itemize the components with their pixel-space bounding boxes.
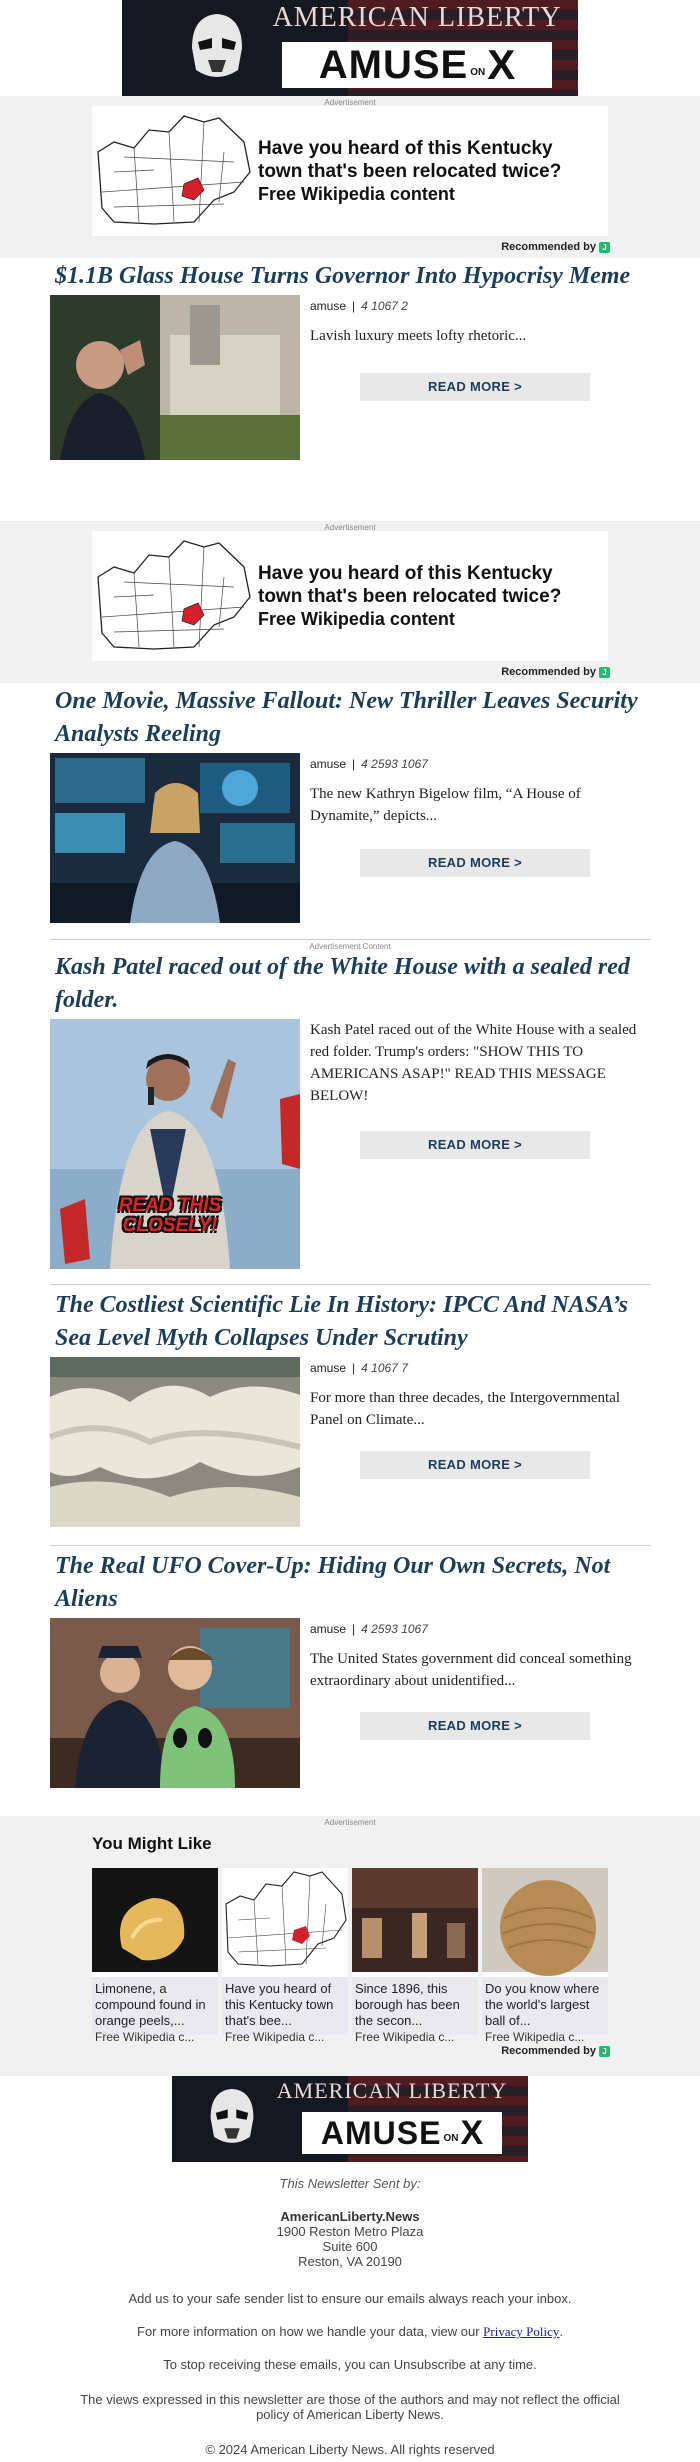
brand-main-text: AMUSE <box>320 2114 442 2151</box>
article-description: Lavish luxury meets lofty rhetoric... <box>310 328 527 344</box>
ad-block-2 <box>0 521 700 683</box>
article-meta: amuse | 4 2593 1067 <box>310 757 428 771</box>
stormtrooper-helmet-icon <box>202 2082 262 2154</box>
article-meta: amuse | 4 1067 2 <box>310 299 408 313</box>
ad-line-2: town that's been relocated twice? <box>258 160 562 182</box>
privacy-suffix: . <box>559 2324 563 2339</box>
address-line: Reston, VA 20190 <box>298 2254 402 2269</box>
read-more-button[interactable]: READ MORE > <box>360 1131 590 1159</box>
you-might-like-section <box>0 1816 700 2076</box>
article-stats: 4 1067 2 <box>361 299 408 313</box>
article-side <box>300 1019 650 1269</box>
recommendation-card[interactable] <box>222 1868 348 2044</box>
article-title[interactable]: The Real UFO Cover-Up: Hiding Our Own Secrets, Not Aliens <box>55 1553 611 1612</box>
sponsored-article-card <box>50 942 650 1284</box>
article-image[interactable] <box>50 1618 300 1788</box>
read-more-button[interactable]: READ MORE > <box>360 849 590 877</box>
article-side <box>300 1357 650 1527</box>
brand-x-text: X <box>460 2113 484 2152</box>
article-body <box>50 753 650 923</box>
brand-x-text: X <box>487 41 516 88</box>
read-more-button[interactable]: READ MORE > <box>360 1451 590 1479</box>
article-title[interactable]: Kash Patel raced out of the White House with a sealed red folder. <box>55 954 630 1013</box>
article-side <box>300 295 650 460</box>
article-card <box>50 683 650 939</box>
safe-sender-text: Add us to your safe sender list to ensure our emails always reach your inbox. <box>128 2291 572 2306</box>
recommendation-source: Free Wikipedia c... <box>355 2030 455 2044</box>
org-name: AmericanLiberty.News <box>280 2209 420 2224</box>
ad-line-2: town that's been relocated twice? <box>258 585 562 607</box>
ad-text <box>254 562 561 631</box>
ad-line-1: Have you heard of this Kentucky <box>258 562 553 584</box>
article-description: The new Kathryn Bigelow film, “A House of Dynamite,” depicts... <box>310 786 581 824</box>
brand-top-text: AMERICAN LIBERTY <box>276 2078 508 2103</box>
recommender-logo-icon: J <box>599 667 610 678</box>
article-stats: 4 2593 1067 <box>361 757 428 771</box>
recommendation-source: Free Wikipedia c... <box>95 2030 195 2044</box>
address-line: Suite 600 <box>322 2239 378 2254</box>
recommendation-card[interactable] <box>482 1868 608 2044</box>
recommendation-card[interactable] <box>92 1868 218 2044</box>
privacy-prefix: For more information on how we handle your data, view our <box>137 2324 480 2339</box>
recommender-logo-icon: J <box>599 2046 610 2057</box>
ad-line-3: Free Wikipedia content <box>258 608 455 629</box>
article-card <box>50 258 650 503</box>
footer <box>0 2176 700 2457</box>
ad-label: Advertisement <box>324 523 376 532</box>
recommendation-source: Free Wikipedia c... <box>485 2030 585 2044</box>
ad-line-1: Have you heard of this Kentucky <box>258 137 553 159</box>
article-stats: 4 1067 7 <box>361 1361 408 1375</box>
brand-top-text: AMERICAN LIBERTY <box>272 2 562 33</box>
address-line: 1900 Reston Metro Plaza <box>276 2224 424 2239</box>
article-meta: amuse | 4 1067 7 <box>310 1361 408 1375</box>
ad-card[interactable] <box>92 106 608 236</box>
article-side <box>300 1618 650 1788</box>
ad-line-3: Free Wikipedia content <box>258 183 455 204</box>
recommendation-grid <box>92 1868 608 2044</box>
author-name: amuse <box>310 299 347 313</box>
article-meta: amuse | 4 2593 1067 <box>310 1622 428 1636</box>
ad-card[interactable] <box>92 531 608 661</box>
article-description: Kash Patel raced out of the White House with a sealed red folder. Trump's orders: "SHOW THIS TO AMERICANS ASAP!" READ THIS MESSAGE BELOW! <box>310 1022 637 1104</box>
privacy-text <box>0 2324 700 2339</box>
copyright-text: © 2024 American Liberty News. All rights reserved <box>205 2442 495 2457</box>
article-body <box>50 1618 650 1788</box>
header-banner[interactable] <box>122 0 578 96</box>
kentucky-map-icon <box>94 537 254 655</box>
read-this-closely-overlay <box>90 1196 250 1236</box>
sent-by-label: This Newsletter Sent by: <box>279 2176 421 2191</box>
unsubscribe-text[interactable]: To stop receiving these emails, you can Unsubscribe at any time. <box>163 2357 537 2372</box>
recommendation-text <box>352 1977 478 2044</box>
recommendation-source: Free Wikipedia c... <box>225 2030 325 2044</box>
article-title[interactable]: $1.1B Glass House Turns Governor Into Hypocrisy Meme <box>55 263 631 289</box>
privacy-policy-link[interactable]: Privacy Policy <box>483 2324 560 2339</box>
article-image[interactable] <box>50 1357 300 1527</box>
recommended-by[interactable] <box>0 661 700 681</box>
brand-on-text: ON <box>470 67 486 78</box>
article-stats: 4 2593 1067 <box>361 1622 428 1636</box>
disclaimer-text: The views expressed in this newsletter are those of the authors and may not reflect the official policy of American Liberty News. <box>80 2392 620 2422</box>
divider <box>50 939 650 940</box>
ad-label: Advertisement <box>324 1818 376 1827</box>
recommendation-image <box>352 1868 478 1972</box>
you-might-like-inner <box>92 1826 608 2044</box>
article-card <box>50 1285 650 1545</box>
advertisement-content-label: Advertisement Content <box>309 942 391 951</box>
ad-text <box>254 137 561 206</box>
article-card <box>50 1546 650 1806</box>
recommendation-text <box>222 1977 348 2044</box>
recommended-label: Recommended by <box>501 666 596 678</box>
ad-label: Advertisement <box>324 98 376 107</box>
article-body <box>50 1357 650 1527</box>
recommended-label: Recommended by <box>501 241 596 253</box>
kentucky-map-icon <box>94 112 254 230</box>
you-might-like-title: You Might Like <box>92 1834 212 1853</box>
article-image[interactable] <box>50 753 300 923</box>
author-name: amuse <box>310 757 347 771</box>
overlay-line-1: READ THIS <box>118 1195 222 1216</box>
recommended-label: Recommended by <box>501 2045 596 2057</box>
recommendation-text <box>92 1977 218 2044</box>
recommendation-image <box>482 1868 608 1972</box>
recommendation-headline: Since 1896, this borough has been the secon... <box>355 1981 460 2028</box>
author-name: amuse <box>310 1622 347 1636</box>
read-more-button[interactable]: READ MORE > <box>360 1712 590 1740</box>
stormtrooper-helmet-icon <box>182 8 252 88</box>
recommendation-headline: Limonene, a compound found in orange peels,... <box>95 1981 206 2028</box>
recommendation-image <box>92 1868 218 1972</box>
brand-logo-box <box>302 2112 502 2154</box>
footer-banner[interactable] <box>172 2076 528 2162</box>
ad-block-1 <box>0 96 700 258</box>
recommendation-headline: Do you know where the world's largest ball of... <box>485 1981 600 2028</box>
brand-main-text: AMUSE <box>318 42 469 87</box>
article-body <box>50 295 650 460</box>
recommendation-headline: Have you heard of this Kentucky town that's bee... <box>225 1981 334 2028</box>
brand-logo-box <box>282 42 552 88</box>
article-side <box>300 753 650 923</box>
recommended-by[interactable] <box>0 236 700 256</box>
article-title[interactable]: One Movie, Massive Fallout: New Thriller Leaves Security Analysts Reeling <box>55 688 638 747</box>
article-image[interactable] <box>50 295 300 460</box>
article-description: For more than three decades, the Intergovernmental Panel on Climate... <box>310 1390 621 1428</box>
brand-on-text: ON <box>443 2133 459 2144</box>
read-more-button[interactable]: READ MORE > <box>360 373 590 401</box>
author-name: amuse <box>310 1361 347 1375</box>
recommendation-card[interactable] <box>352 1868 478 2044</box>
article-title[interactable]: The Costliest Scientific Lie In History: IPCC And NASA’s Sea Level Myth Collapses Under Scrutiny <box>55 1292 628 1351</box>
recommender-logo-icon: J <box>599 242 610 253</box>
recommendation-text <box>482 1977 608 2044</box>
overlay-line-2: CLOSELY! <box>122 1215 218 1236</box>
article-description: The United States government did conceal something extraordinary about unidentified... <box>310 1651 632 1689</box>
kentucky-map-icon <box>222 1868 348 1972</box>
